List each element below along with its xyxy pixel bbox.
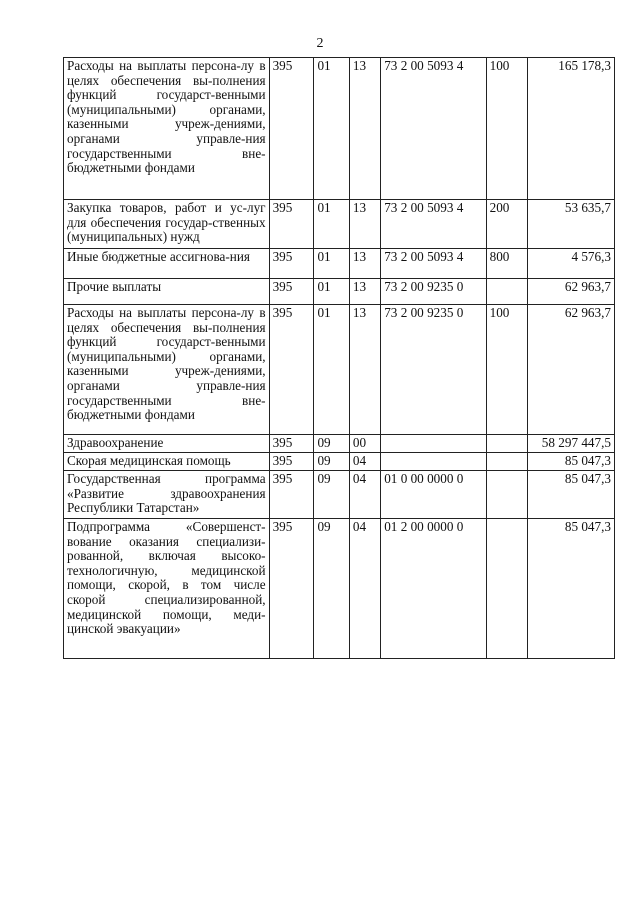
ministry-code-cell: 395 xyxy=(269,200,314,249)
expense-type-cell: 800 xyxy=(486,249,528,279)
expense-type-cell xyxy=(486,519,528,659)
expense-type-cell xyxy=(486,453,528,471)
ministry-code-cell: 395 xyxy=(269,435,314,453)
target-article-cell xyxy=(381,435,486,453)
table-row xyxy=(64,435,615,453)
amount-cell: 62 963,7 xyxy=(528,305,615,435)
section-code-cell: 01 xyxy=(314,200,349,249)
row-name-cell: Закупка товаров, работ и ус-луг для обеспечения государ-ственных (муниципальных) нужд xyxy=(64,200,270,249)
subsection-code-cell: 00 xyxy=(349,435,380,453)
subsection-code-cell: 13 xyxy=(349,58,380,200)
expense-type-cell xyxy=(486,435,528,453)
subsection-code-cell: 13 xyxy=(349,200,380,249)
amount-cell: 85 047,3 xyxy=(528,519,615,659)
budget-table-body xyxy=(64,58,615,659)
row-name-cell: Прочие выплаты xyxy=(64,279,270,305)
ministry-code-cell: 395 xyxy=(269,471,314,519)
target-article-cell: 73 2 00 9235 0 xyxy=(381,305,486,435)
amount-cell: 85 047,3 xyxy=(528,453,615,471)
row-name-cell: Скорая медицинская помощь xyxy=(64,453,270,471)
table-row xyxy=(64,279,615,305)
expense-type-cell: 100 xyxy=(486,58,528,200)
target-article-cell: 73 2 00 5093 4 xyxy=(381,58,486,200)
section-code-cell: 01 xyxy=(314,249,349,279)
amount-cell: 165 178,3 xyxy=(528,58,615,200)
expense-type-cell: 100 xyxy=(486,305,528,435)
subsection-code-cell: 13 xyxy=(349,305,380,435)
page-number: 2 xyxy=(316,36,324,51)
section-code-cell: 01 xyxy=(314,305,349,435)
expense-type-cell xyxy=(486,471,528,519)
target-article-cell: 01 2 00 0000 0 xyxy=(381,519,486,659)
amount-cell: 4 576,3 xyxy=(528,249,615,279)
ministry-code-cell: 395 xyxy=(269,279,314,305)
section-code-cell: 01 xyxy=(314,279,349,305)
subsection-code-cell: 04 xyxy=(349,519,380,659)
row-name-cell: Государственная программа «Развитие здравоохранения Республики Татарстан» xyxy=(64,471,270,519)
table-row xyxy=(64,453,615,471)
row-name-cell: Здравоохранение xyxy=(64,435,270,453)
expense-type-cell: 200 xyxy=(486,200,528,249)
table-row xyxy=(64,200,615,249)
amount-cell: 53 635,7 xyxy=(528,200,615,249)
table-row xyxy=(64,305,615,435)
amount-cell: 58 297 447,5 xyxy=(528,435,615,453)
amount-cell: 62 963,7 xyxy=(528,279,615,305)
row-name-cell: Подпрограмма «Совершенст-вование оказания специализи-рованной, включая высоко-технологичную, медицинской помощи, скорой, в том числе скорой специализированной, медицинской помощи, меди-цинской эвакуации» xyxy=(64,519,270,659)
table-row xyxy=(64,519,615,659)
target-article-cell xyxy=(381,453,486,471)
section-code-cell: 09 xyxy=(314,519,349,659)
subsection-code-cell: 04 xyxy=(349,471,380,519)
budget-table xyxy=(63,57,615,659)
target-article-cell: 73 2 00 5093 4 xyxy=(381,249,486,279)
subsection-code-cell: 13 xyxy=(349,249,380,279)
table-row xyxy=(64,58,615,200)
ministry-code-cell: 395 xyxy=(269,249,314,279)
target-article-cell: 73 2 00 9235 0 xyxy=(381,279,486,305)
amount-cell: 85 047,3 xyxy=(528,471,615,519)
target-article-cell: 73 2 00 5093 4 xyxy=(381,200,486,249)
target-article-cell: 01 0 00 0000 0 xyxy=(381,471,486,519)
section-code-cell: 01 xyxy=(314,58,349,200)
section-code-cell: 09 xyxy=(314,471,349,519)
table-row xyxy=(64,249,615,279)
section-code-cell: 09 xyxy=(314,453,349,471)
ministry-code-cell: 395 xyxy=(269,305,314,435)
row-name-cell: Расходы на выплаты персона-лу в целях обеспечения вы-полнения функций государст-венными (муниципальными) органами, казенными учреж-дениями, органами управле-ния государственными вне-бюджетными фондами xyxy=(64,58,270,200)
subsection-code-cell: 04 xyxy=(349,453,380,471)
table-row xyxy=(64,471,615,519)
row-name-cell: Расходы на выплаты персона-лу в целях обеспечения вы-полнения функций государст-венными (муниципальными) органами, казенными учреж-дениями, органами управле-ния государственными вне-бюджетными фондами xyxy=(64,305,270,435)
row-name-cell: Иные бюджетные ассигнова-ния xyxy=(64,249,270,279)
ministry-code-cell: 395 xyxy=(269,453,314,471)
ministry-code-cell: 395 xyxy=(269,519,314,659)
expense-type-cell xyxy=(486,279,528,305)
subsection-code-cell: 13 xyxy=(349,279,380,305)
section-code-cell: 09 xyxy=(314,435,349,453)
ministry-code-cell: 395 xyxy=(269,58,314,200)
